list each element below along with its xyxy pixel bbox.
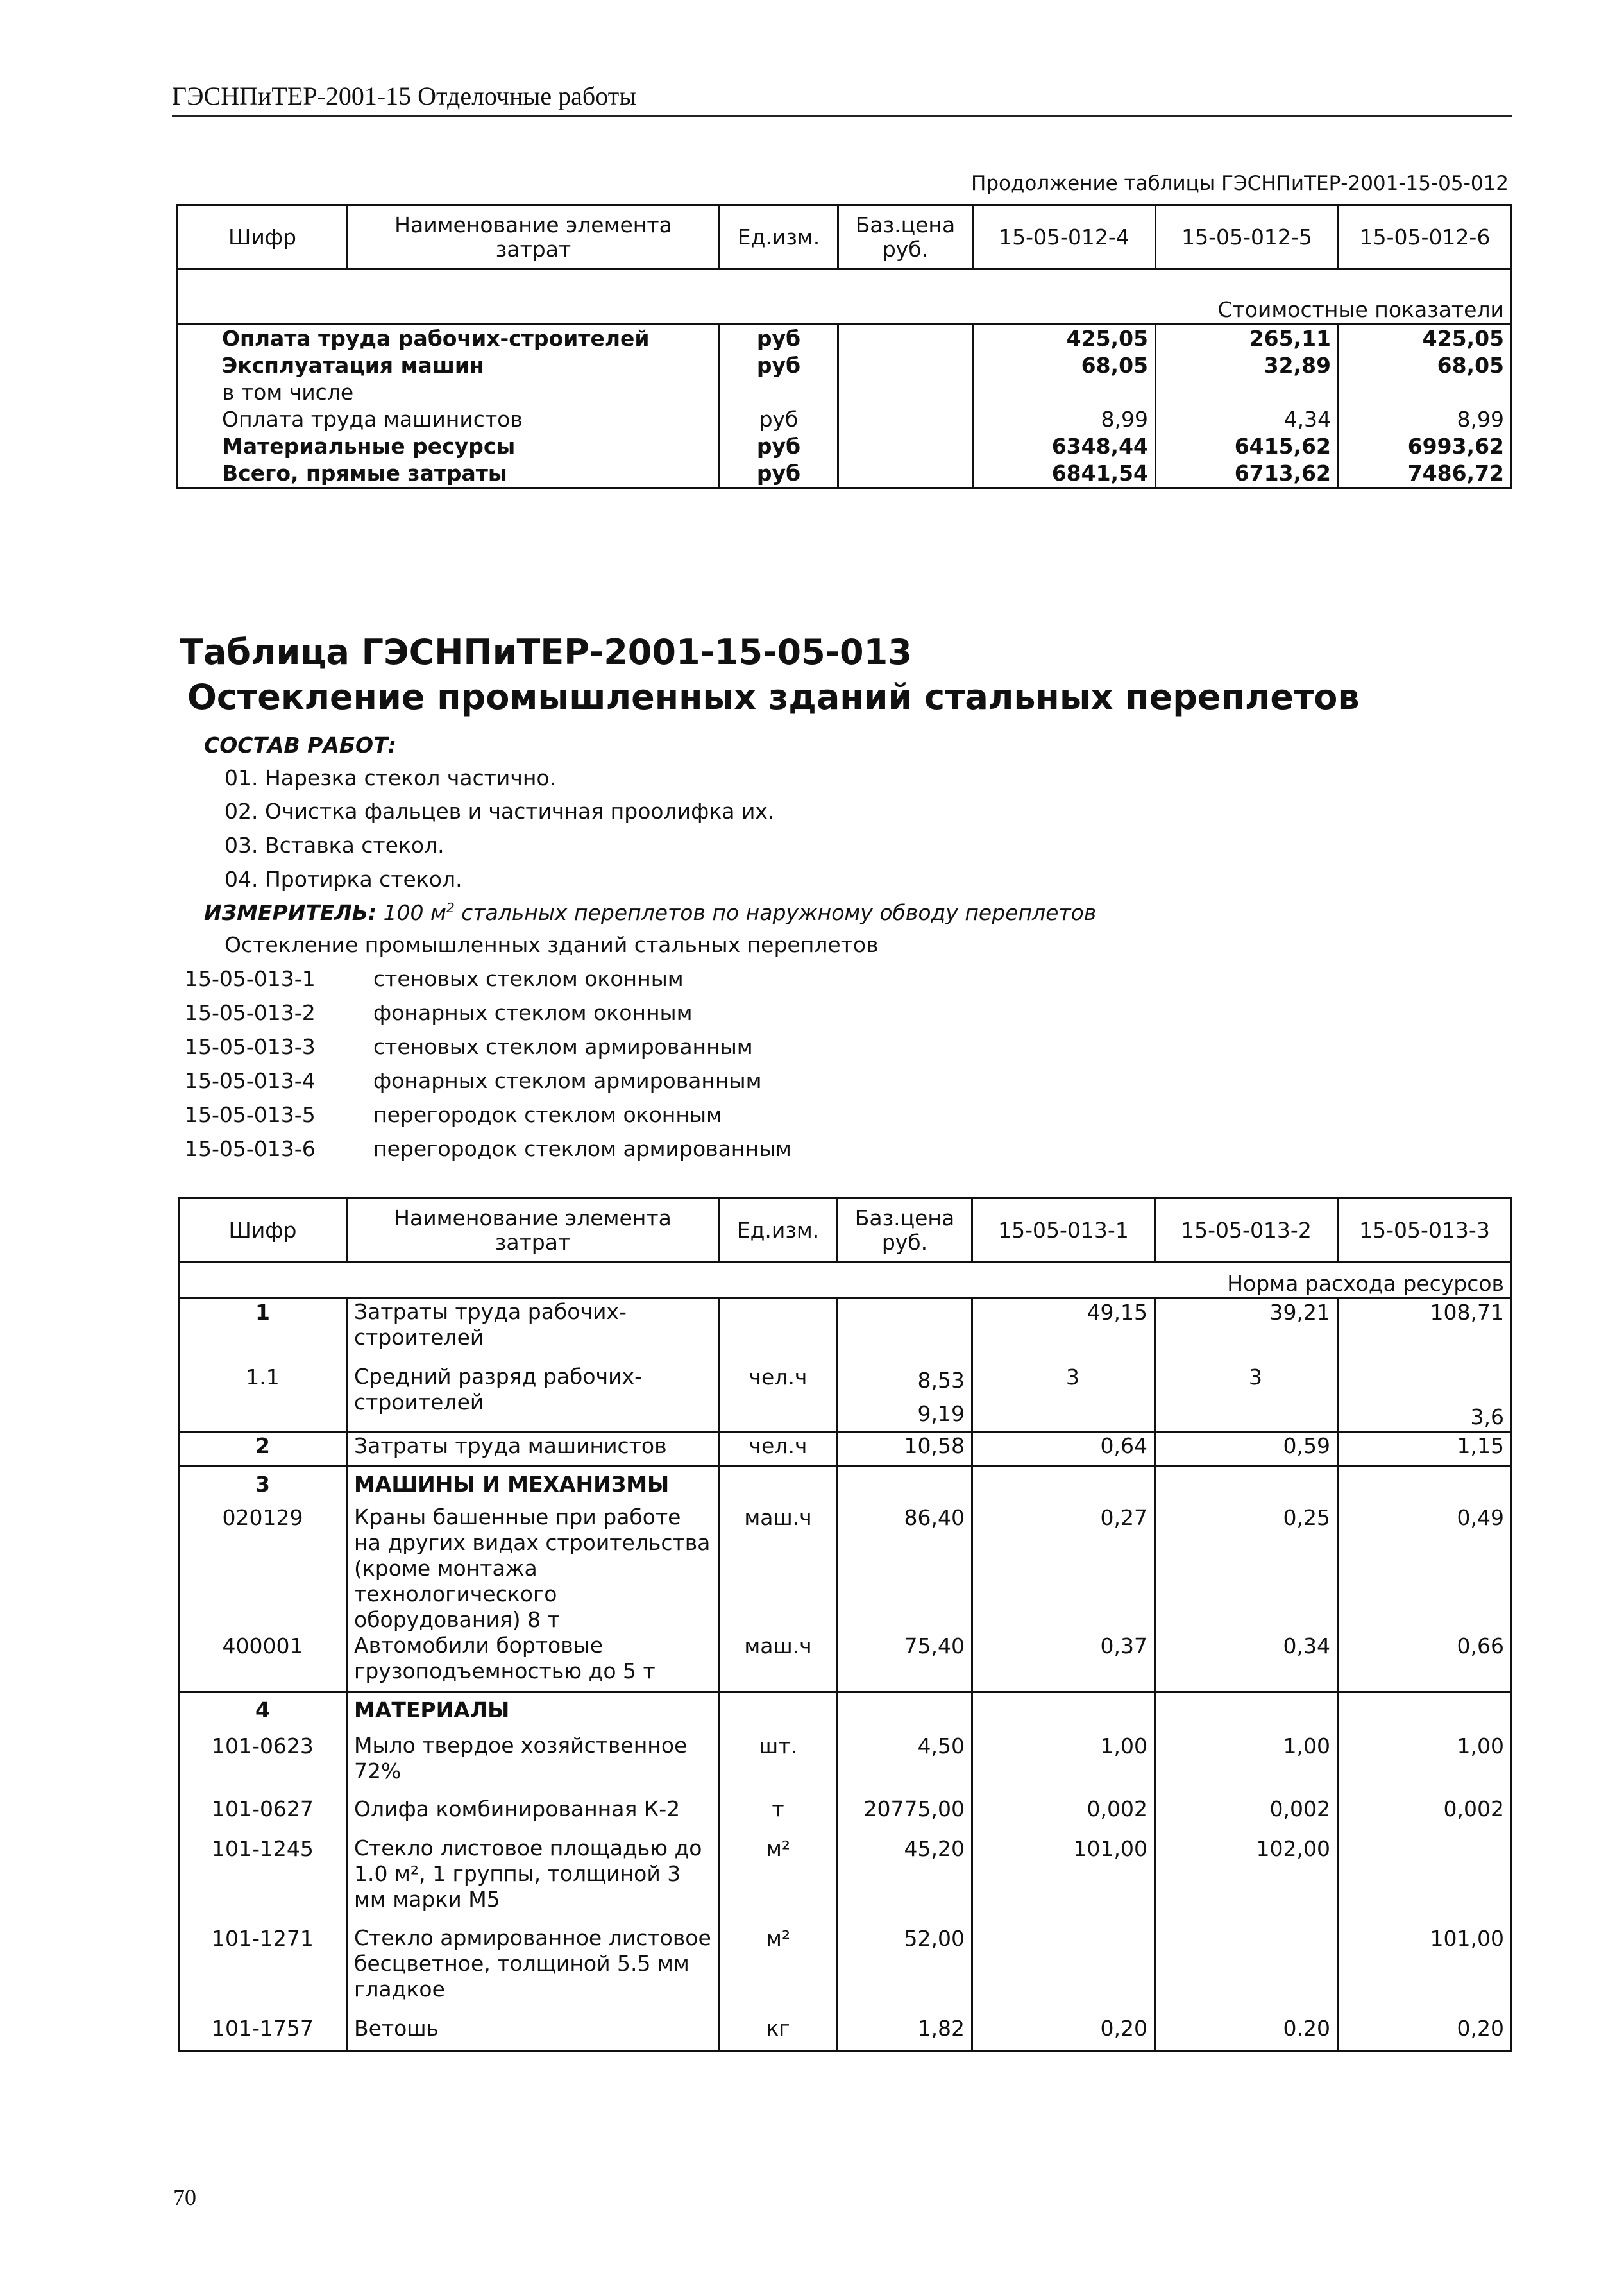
row-value-3: 0,66 xyxy=(1338,1633,1512,1692)
meter-line xyxy=(204,900,1096,925)
row-value-2: 32,89 xyxy=(1156,352,1339,379)
row-value-1: 6348,44 xyxy=(973,433,1156,460)
row-value-3: 0,20 xyxy=(1338,2015,1512,2051)
variant-desc: фонарных стеклом армированным xyxy=(373,1068,762,1093)
row-price: 52,00 xyxy=(838,1925,972,2015)
row-value-3 xyxy=(1338,1835,1512,1925)
variant-desc: стеновых стеклом оконным xyxy=(373,966,684,991)
row-value-2 xyxy=(1155,1925,1338,2015)
resource-table-15-05-013 xyxy=(178,1197,1512,2052)
meter-description: Остекление промышленных зданий стальных переплетов xyxy=(224,932,879,957)
row-value-1: 49,15 xyxy=(972,1298,1155,1359)
meter-label: ИЗМЕРИТЕЛЬ: xyxy=(204,900,377,925)
header-name: Наименование элемента затрат xyxy=(348,205,720,269)
header-rule xyxy=(172,115,1512,117)
row-name: Всего, прямые затраты xyxy=(178,460,720,488)
row-unit: руб xyxy=(720,460,838,488)
row-price: 1,82 xyxy=(838,2015,972,2051)
header-code: Шифр xyxy=(178,205,348,269)
row-value-3: 425,05 xyxy=(1339,325,1512,353)
row-value-2: 39,21 xyxy=(1155,1298,1338,1359)
row-value-1: 0,27 xyxy=(972,1504,1155,1633)
row-unit: маш.ч xyxy=(719,1504,838,1633)
row-value-2: 6415,62 xyxy=(1156,433,1339,460)
row-code: 101-1245 xyxy=(179,1835,347,1925)
row-code: 101-1271 xyxy=(179,1925,347,2015)
row-unit: руб xyxy=(720,406,838,433)
row-value-2: 265,11 xyxy=(1156,325,1339,353)
variant-desc: перегородок стеклом армированным xyxy=(373,1136,791,1161)
row-name: Ветошь xyxy=(347,2015,719,2051)
variant-desc: фонарных стеклом оконным xyxy=(373,1000,693,1025)
work-item: 04. Протирка стекол. xyxy=(224,867,462,892)
row-value-1: 0,20 xyxy=(972,2015,1155,2051)
variant-desc: стеновых стеклом армированным xyxy=(373,1034,753,1059)
header-price: Баз.цена руб. xyxy=(838,1198,972,1263)
row-name: Затраты труда рабочих-строителей xyxy=(347,1298,719,1359)
header-col-1: 15-05-012-4 xyxy=(973,205,1156,269)
row-price: 75,40 xyxy=(838,1633,972,1692)
header-col-3: 15-05-012-6 xyxy=(1339,205,1512,269)
row-price: 10,58 xyxy=(838,1431,972,1466)
variant-code: 15-05-013-5 xyxy=(185,1102,316,1127)
row-unit: кг xyxy=(719,2015,838,2051)
section-label-norm: Норма расхода ресурсов xyxy=(179,1263,1512,1298)
header-code: Шифр xyxy=(179,1198,347,1263)
row-value-3: 0,002 xyxy=(1338,1796,1512,1835)
row-value-1: 8,99 xyxy=(973,406,1156,433)
row-name: Оплата труда машинистов xyxy=(178,406,720,433)
row-value-2: 6713,62 xyxy=(1156,460,1339,488)
row-value-1 xyxy=(972,1925,1155,2015)
header-col-1: 15-05-013-1 xyxy=(972,1198,1155,1263)
row-value-1: 3 xyxy=(972,1359,1155,1432)
composition-heading: СОСТАВ РАБОТ: xyxy=(204,733,396,758)
row-code: 2 xyxy=(179,1431,347,1466)
table-title: Таблица ГЭСНПиТЕР-2001-15-05-013 xyxy=(180,632,912,672)
row-price: 45,20 xyxy=(838,1835,972,1925)
row-unit: чел.ч xyxy=(719,1359,838,1432)
row-value-1: 6841,54 xyxy=(973,460,1156,488)
row-price: 8,53 xyxy=(917,1367,965,1393)
row-code: 101-0627 xyxy=(179,1796,347,1835)
row-value-3: 68,05 xyxy=(1339,352,1512,379)
header-col-3: 15-05-013-3 xyxy=(1338,1198,1512,1263)
row-name: Мыло твердое хозяйственное 72% xyxy=(347,1733,719,1796)
continuation-caption: Продолжение таблицы ГЭСНПиТЕР-2001-15-05-012 xyxy=(971,172,1509,195)
variant-code: 15-05-013-3 xyxy=(185,1034,316,1059)
row-price: 4,50 xyxy=(838,1733,972,1796)
row-code: 101-0623 xyxy=(179,1733,347,1796)
header-unit: Ед.изм. xyxy=(720,205,838,269)
page-number: 70 xyxy=(173,2184,196,2210)
row-value-3: 3,6 xyxy=(1338,1359,1512,1432)
variant-code: 15-05-013-4 xyxy=(185,1068,316,1093)
row-name: в том числе xyxy=(178,379,720,406)
work-item: 02. Очистка фальцев и частичная проолифка их. xyxy=(224,799,775,824)
header-price: Баз.цена руб. xyxy=(838,205,973,269)
work-item: 01. Нарезка стекол частично. xyxy=(224,765,557,790)
row-value-1: 0,002 xyxy=(972,1796,1155,1835)
row-value-1: 0,64 xyxy=(972,1431,1155,1466)
row-value-1: 1,00 xyxy=(972,1733,1155,1796)
row-value-3: 7486,72 xyxy=(1339,460,1512,488)
row-unit: т xyxy=(719,1796,838,1835)
row-value-2: 0,34 xyxy=(1155,1633,1338,1692)
row-unit: маш.ч xyxy=(719,1633,838,1692)
row-value-3: 6993,62 xyxy=(1339,433,1512,460)
row-code: 1 xyxy=(179,1298,347,1359)
row-unit: руб xyxy=(720,325,838,353)
row-name: Олифа комбинированная К-2 xyxy=(347,1796,719,1835)
row-value-1: 425,05 xyxy=(973,325,1156,353)
meter-sup: 2 xyxy=(446,900,455,915)
row-unit: м² xyxy=(719,1925,838,2015)
row-value-2: 1,00 xyxy=(1155,1733,1338,1796)
row-code: 3 xyxy=(179,1466,347,1504)
row-name: МАТЕРИАЛЫ xyxy=(347,1692,719,1733)
row-name: Стекло листовое площадью до 1.0 м², 1 группы, толщиной 3 мм марки М5 xyxy=(347,1835,719,1925)
row-name: Краны башенные при работе на других видах строительства (кроме монтажа технологического оборудования) 8 т xyxy=(347,1504,719,1633)
row-value-1: 68,05 xyxy=(973,352,1156,379)
row-price-2: 9,19 xyxy=(917,1400,965,1426)
row-value-1: 101,00 xyxy=(972,1835,1155,1925)
row-value-2: 102,00 xyxy=(1155,1835,1338,1925)
row-name: Эксплуатация машин xyxy=(178,352,720,379)
meter-text: 100 м xyxy=(383,900,446,925)
row-name: МАШИНЫ И МЕХАНИЗМЫ xyxy=(347,1466,719,1504)
row-value-1: 0,37 xyxy=(972,1633,1155,1692)
row-value-2: 3 xyxy=(1155,1359,1338,1432)
row-code: 1.1 xyxy=(179,1359,347,1432)
row-value-3: 8,99 xyxy=(1339,406,1512,433)
row-value-2: 0.20 xyxy=(1155,2015,1338,2051)
row-value-3: 1,00 xyxy=(1338,1733,1512,1796)
variant-code: 15-05-013-1 xyxy=(185,966,316,991)
row-unit: руб xyxy=(720,352,838,379)
row-unit: шт. xyxy=(719,1733,838,1796)
row-value-3: 108,71 xyxy=(1338,1298,1512,1359)
running-header: ГЭСНПиТЕР-2001-15 Отделочные работы xyxy=(172,81,637,110)
variant-desc: перегородок стеклом оконным xyxy=(373,1102,722,1127)
section-label-cost: Стоимостные показатели xyxy=(178,295,1512,325)
row-value-2: 0,25 xyxy=(1155,1504,1338,1633)
row-name: Материальные ресурсы xyxy=(178,433,720,460)
header-name: Наименование элемента затрат xyxy=(347,1198,719,1263)
header-unit: Ед.изм. xyxy=(719,1198,838,1263)
variant-code: 15-05-013-6 xyxy=(185,1136,316,1161)
row-code: 020129 xyxy=(179,1504,347,1633)
row-value-2: 0,59 xyxy=(1155,1431,1338,1466)
row-price: 20775,00 xyxy=(838,1796,972,1835)
row-name: Автомобили бортовые грузоподъемностью до 5 т xyxy=(347,1633,719,1692)
row-code: 4 xyxy=(179,1692,347,1733)
row-unit: руб xyxy=(720,433,838,460)
work-item: 03. Вставка стекол. xyxy=(224,833,444,858)
row-value-2: 4,34 xyxy=(1156,406,1339,433)
row-value-2: 0,002 xyxy=(1155,1796,1338,1835)
row-name: Стекло армированное листовое бесцветное, толщиной 5.5 мм гладкое xyxy=(347,1925,719,2015)
row-value-3: 1,15 xyxy=(1338,1431,1512,1466)
row-price: 86,40 xyxy=(838,1504,972,1633)
table-subtitle: Остекление промышленных зданий стальных переплетов xyxy=(187,677,1360,717)
header-col-2: 15-05-012-5 xyxy=(1156,205,1339,269)
meter-text-rest: стальных переплетов по наружному обводу переплетов xyxy=(454,900,1097,925)
row-name: Затраты труда машинистов xyxy=(347,1431,719,1466)
row-value-3: 101,00 xyxy=(1338,1925,1512,2015)
row-unit: чел.ч xyxy=(719,1431,838,1466)
row-name: Оплата труда рабочих-строителей xyxy=(178,325,720,353)
row-code: 101-1757 xyxy=(179,2015,347,2051)
row-name: Средний разряд рабочих-строителей xyxy=(347,1359,719,1432)
variant-code: 15-05-013-2 xyxy=(185,1000,316,1025)
cost-table-15-05-012 xyxy=(176,204,1512,489)
row-code: 400001 xyxy=(179,1633,347,1692)
header-col-2: 15-05-013-2 xyxy=(1155,1198,1338,1263)
row-value-3: 0,49 xyxy=(1338,1504,1512,1633)
row-unit: м² xyxy=(719,1835,838,1925)
